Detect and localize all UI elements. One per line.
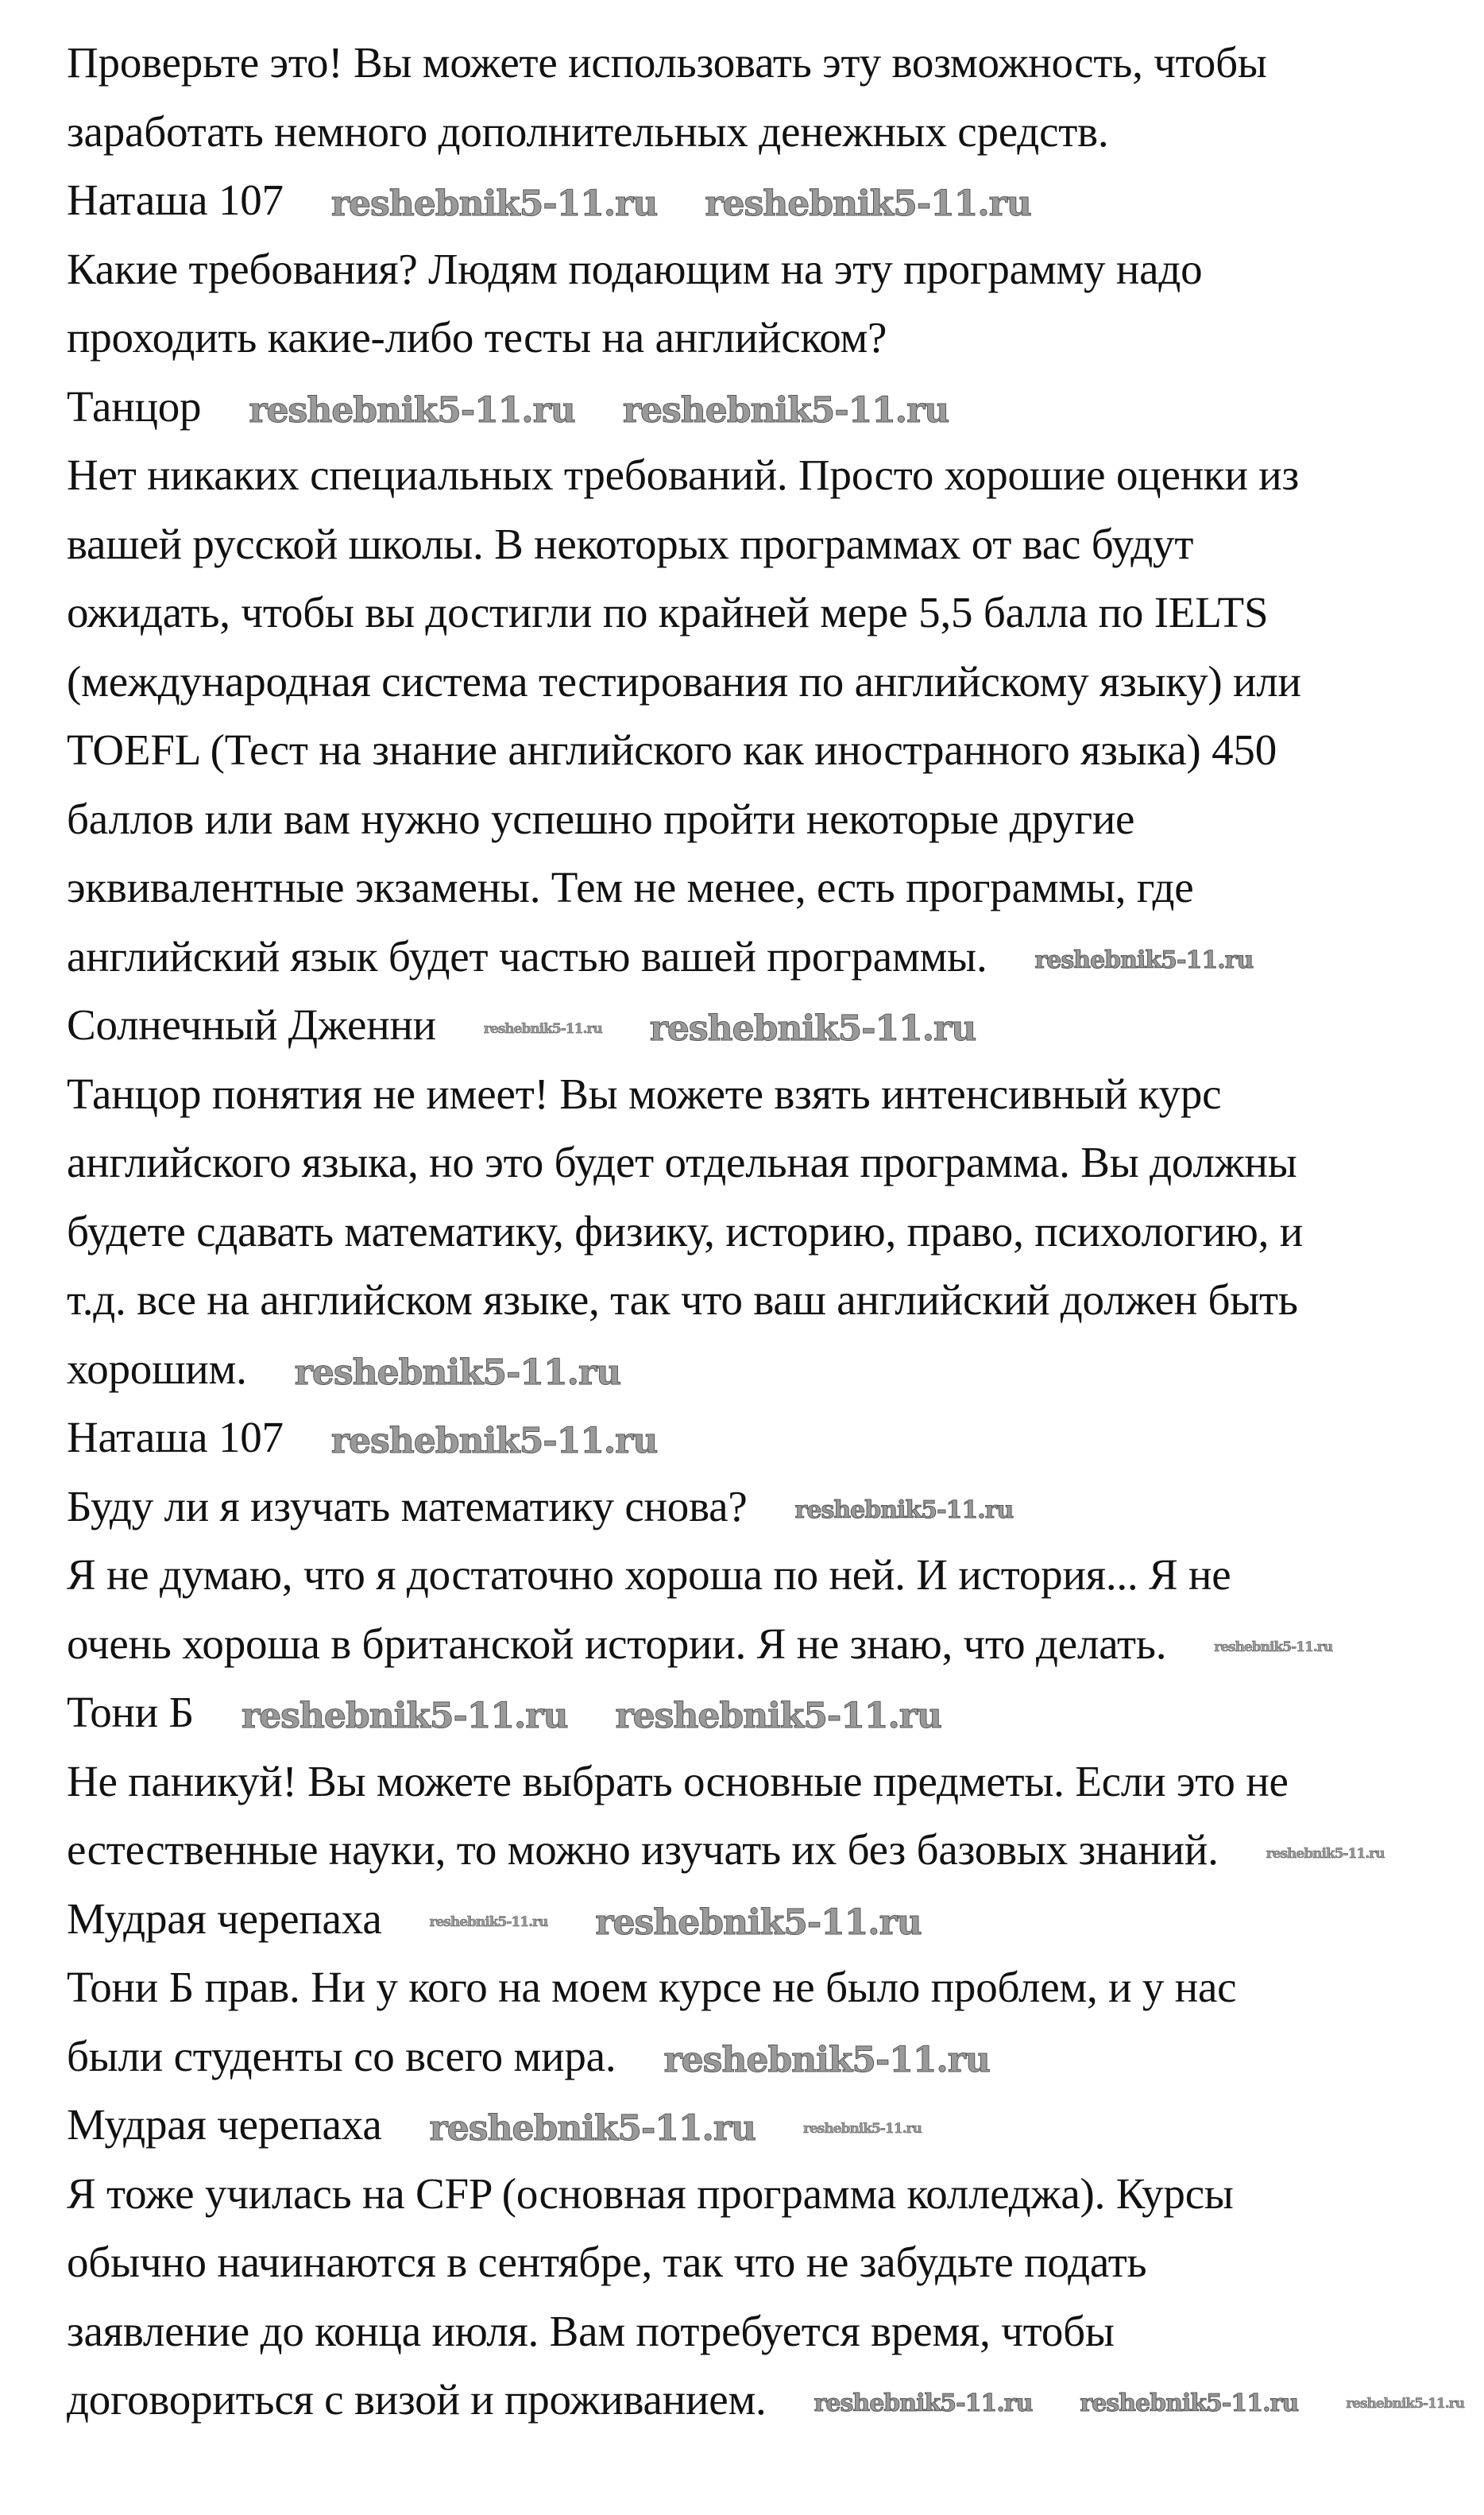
watermark: reshebnik5-11.ru bbox=[803, 2120, 922, 2137]
text-line-content: Буду ли я изучать математику снова? bbox=[67, 1481, 748, 1530]
text-line-content: Мудрая черепаха bbox=[67, 2100, 382, 2149]
watermark: reshebnik5-11.ru bbox=[794, 1495, 1014, 1524]
text-line-content: Наташа 107 bbox=[67, 176, 284, 224]
watermark: reshebnik5-11.ru bbox=[1034, 946, 1254, 974]
text-line bbox=[67, 1128, 1464, 1198]
text-line-content: заработать немного дополнительных денежных средств. bbox=[67, 106, 1109, 156]
text-line-content: обычно начинаются в сентябре, так что не забудьте подать bbox=[67, 2238, 1147, 2286]
text-line bbox=[67, 1953, 1464, 2022]
text-line bbox=[67, 510, 1464, 579]
text-line bbox=[67, 785, 1464, 854]
text-line bbox=[67, 304, 1464, 373]
watermark: reshebnik5-11.ru bbox=[663, 2039, 990, 2080]
watermark: reshebnik5-11.ru bbox=[813, 2389, 1033, 2418]
text-line bbox=[67, 1541, 1464, 1610]
text-line-content: TOEFL (Тест на знание английского как иностранного языка) 450 bbox=[67, 725, 1277, 774]
watermark: reshebnik5-11.ru bbox=[622, 389, 949, 431]
text-line bbox=[67, 29, 1464, 98]
text-line bbox=[67, 1610, 1464, 1679]
text-line bbox=[67, 1747, 1464, 1817]
text-line-content: Мудрая черепаха bbox=[67, 1894, 382, 1943]
text-line bbox=[67, 2297, 1464, 2366]
text-line bbox=[67, 1060, 1464, 1129]
text-line-content: (международная система тестирования по английскому языку) или bbox=[67, 656, 1301, 706]
text-line bbox=[67, 235, 1464, 304]
text-line bbox=[67, 2366, 1464, 2435]
text-line-content: Наташа 107 bbox=[67, 1413, 284, 1461]
text-line-content: заявление до конца июля. Вам потребуется время, чтобы bbox=[67, 2306, 1115, 2355]
watermark: reshebnik5-11.ru bbox=[649, 1008, 976, 1050]
text-line bbox=[67, 1266, 1464, 1335]
text-line-content: договориться с визой и проживанием. bbox=[67, 2375, 767, 2424]
text-line-content: Я тоже училась на CFP (основная программа колледжа). Курсы bbox=[67, 2169, 1234, 2218]
text-line-content: ожидать, чтобы вы достигли по крайней мере 5,5 балла по IELTS bbox=[67, 588, 1269, 636]
text-line-content: Проверьте это! Вы можете использовать эту возможность, чтобы bbox=[67, 38, 1267, 87]
text-line bbox=[67, 716, 1464, 785]
text-line bbox=[67, 648, 1464, 717]
text-line-content: Тони Б bbox=[67, 1688, 194, 1736]
document-body bbox=[67, 29, 1464, 2435]
text-line bbox=[67, 1678, 1464, 1747]
text-line bbox=[67, 2022, 1464, 2091]
text-line-content: Солнечный Дженни bbox=[67, 1000, 436, 1049]
text-line-content: Танцор bbox=[67, 381, 202, 431]
text-line-content: будете сдавать математику, физику, историю, право, психологию, и bbox=[67, 1206, 1304, 1256]
watermark: reshebnik5-11.ru bbox=[1214, 1639, 1333, 1656]
text-line bbox=[67, 2228, 1464, 2297]
text-line bbox=[67, 441, 1464, 510]
watermark: reshebnik5-11.ru bbox=[429, 1914, 548, 1931]
watermark: reshebnik5-11.ru bbox=[241, 1696, 568, 1737]
text-line-content: баллов или вам нужно успешно пройти некоторые другие bbox=[67, 794, 1135, 843]
text-line bbox=[67, 1472, 1464, 1542]
text-line-content: Нет никаких специальных требований. Просто хорошие оценки из bbox=[67, 451, 1299, 499]
text-line bbox=[67, 1403, 1464, 1472]
text-line-content: вашей русской школы. В некоторых программах от вас будут bbox=[67, 519, 1194, 568]
text-line bbox=[67, 1816, 1464, 1885]
watermark: reshebnik5-11.ru bbox=[330, 1421, 658, 1462]
text-line-content: т.д. все на английском языке, так что ваш английский должен быть bbox=[67, 1275, 1298, 1324]
text-line-content: естественные науки, то можно изучать их без базовых знаний. bbox=[67, 1825, 1219, 1874]
text-line-content: эквивалентные экзамены. Тем не менее, есть программы, где bbox=[67, 863, 1194, 911]
text-line-content: Танцор понятия не имеет! Вы можете взять интенсивный курс bbox=[67, 1069, 1222, 1118]
text-line-content: были студенты со всего мира. bbox=[67, 2031, 616, 2080]
text-line-content: английского языка, но это будет отдельная программа. Вы должны bbox=[67, 1138, 1297, 1186]
text-line bbox=[67, 166, 1464, 235]
text-line bbox=[67, 373, 1464, 442]
watermark: reshebnik5-11.ru bbox=[483, 1020, 602, 1037]
text-line bbox=[67, 2160, 1464, 2229]
text-line-content: очень хороша в британской истории. Я не знаю, что делать. bbox=[67, 1619, 1167, 1668]
text-line-content: Тони Б прав. Ни у кого на моем курсе не было проблем, и у нас bbox=[67, 1963, 1237, 2011]
text-line bbox=[67, 1335, 1464, 1404]
watermark: reshebnik5-11.ru bbox=[705, 184, 1031, 225]
text-line-content: Не паникуй! Вы можете выбрать основные предметы. Если это не bbox=[67, 1756, 1289, 1805]
text-line bbox=[67, 2091, 1464, 2160]
watermark: reshebnik5-11.ru bbox=[294, 1352, 621, 1393]
watermark: reshebnik5-11.ru bbox=[1080, 2389, 1299, 2418]
watermark: reshebnik5-11.ru bbox=[595, 1902, 922, 1943]
watermark: reshebnik5-11.ru bbox=[330, 184, 658, 225]
text-line bbox=[67, 578, 1464, 648]
text-line-content: Я не думаю, что я достаточно хороша по ней. И история... Я не bbox=[67, 1550, 1231, 1599]
text-line-content: проходить какие-либо тесты на английском? bbox=[67, 313, 887, 362]
text-line bbox=[67, 853, 1464, 923]
text-line bbox=[67, 98, 1464, 167]
text-line bbox=[67, 991, 1464, 1060]
text-line-content: английский язык будет частью вашей программы. bbox=[67, 931, 987, 981]
watermark: reshebnik5-11.ru bbox=[249, 389, 575, 431]
text-line bbox=[67, 1198, 1464, 1267]
text-line-content: хорошим. bbox=[67, 1344, 247, 1393]
watermark: reshebnik5-11.ru bbox=[429, 2108, 756, 2149]
text-line bbox=[67, 923, 1464, 992]
text-line bbox=[67, 1885, 1464, 1954]
text-line-content: Какие требования? Людям подающим на эту программу надо bbox=[67, 244, 1203, 293]
watermark: reshebnik5-11.ru bbox=[615, 1696, 941, 1737]
watermark: reshebnik5-11.ru bbox=[1266, 1845, 1385, 1862]
watermark: reshebnik5-11.ru bbox=[1346, 2395, 1464, 2412]
